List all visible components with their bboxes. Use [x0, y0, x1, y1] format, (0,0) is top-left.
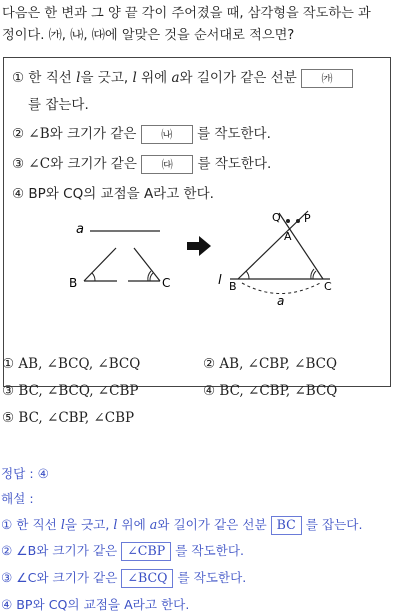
step-3-number: ③ [12, 156, 25, 172]
angle-b-arc [92, 273, 95, 281]
vertex-c-label: C [162, 276, 171, 290]
question-line-1: 다음은 한 변과 그 양 끝 각이 주어졌을 때, 삼각형을 작도하는 과 [2, 6, 371, 21]
segment-a-label: a [76, 222, 84, 237]
option-3-text: BC, ∠BCQ, ∠CBP [18, 383, 139, 399]
blank-da: ㈐ [141, 155, 193, 174]
explanation-1-l2: l [113, 517, 118, 532]
construction-box [3, 57, 391, 387]
step-1 [12, 66, 353, 88]
step-1-text: 한 직선 [28, 70, 72, 86]
explanation-1-end: 를 잡는다. [305, 517, 363, 532]
step-2 [12, 122, 271, 144]
explanation-heading: 해설 : [1, 491, 34, 506]
explanation-1-blank: BC [271, 516, 302, 535]
explanation-1-a: a [149, 517, 158, 532]
line-l-label: l [218, 273, 222, 288]
triangle-angle-c-arc [313, 271, 316, 279]
point-q-dot [286, 219, 290, 223]
step-4 [12, 182, 214, 202]
step-1-number: ① [12, 70, 25, 86]
angle-b-ray [84, 248, 116, 281]
option-5[interactable] [2, 410, 134, 426]
explanation-step-1 [1, 514, 362, 535]
vertex-a-label: A [284, 230, 292, 243]
explanation-1-text-2: 을 긋고, [64, 517, 110, 532]
explanation-3-text: ③ ∠C와 크기가 같은 [1, 570, 118, 585]
step-1-text-2: 을 긋고, [80, 70, 129, 86]
option-4-number: ④ [203, 383, 216, 399]
option-5-number: ⑤ [2, 410, 15, 426]
option-2-number: ② [203, 356, 216, 372]
option-1[interactable] [2, 356, 140, 372]
option-1-text: AB, ∠BCQ, ∠BCQ [18, 356, 141, 372]
construction-figure [4, 208, 390, 378]
step-1-text-3: 위에 [141, 70, 168, 86]
angle-c-arc [150, 273, 153, 281]
step-2-end: 를 작도한다. [197, 126, 271, 142]
point-q-label: Q [272, 211, 281, 224]
point-p-dot [296, 219, 300, 223]
question-line-2: 정이다. ㈎, ㈏, ㈐에 알맞은 것을 순서대로 적으면? [2, 28, 295, 43]
step-1-cont: 를 잡는다. [28, 97, 89, 113]
question-text [2, 3, 398, 47]
explanation-1-text-4: 와 길이가 같은 선분 [157, 517, 267, 532]
option-2[interactable] [203, 356, 337, 372]
explanation-step-3 [1, 567, 246, 588]
step-2-number: ② [12, 126, 25, 142]
option-3[interactable] [2, 383, 138, 399]
point-p-label: P [304, 212, 311, 225]
line-l-symbol: l [76, 70, 81, 86]
explanation-2-end: 를 작도한다. [175, 543, 245, 558]
explanation-1-text-3: 위에 [121, 517, 146, 532]
explanation-step-4: ④ BP와 CQ의 교점을 A라고 한다. [1, 597, 190, 612]
explanation-3-blank: ∠BCQ [121, 569, 173, 588]
option-1-number: ① [2, 356, 15, 372]
step-2-angle: ∠B [28, 126, 50, 142]
answer-label: 정답 : ④ [1, 466, 49, 481]
step-4-number: ④ [12, 186, 25, 202]
option-3-number: ③ [2, 383, 15, 399]
explanation-step-2 [1, 540, 244, 561]
step-2-text: 와 크기가 같은 [49, 126, 137, 142]
option-4[interactable] [203, 383, 337, 399]
line-l-symbol-2: l [132, 70, 137, 86]
length-a-symbol: a [171, 70, 180, 86]
ray-cq [279, 213, 323, 279]
triangle-angle-b-arc [246, 271, 249, 279]
option-2-text: AB, ∠CBP, ∠BCQ [219, 356, 338, 372]
step-3 [12, 152, 271, 174]
length-brace [242, 283, 320, 294]
arrow-right-icon [187, 236, 211, 256]
step-3-end: 를 작도한다. [197, 156, 272, 172]
explanation-1-text: ① 한 직선 [1, 517, 57, 532]
length-a2-label: a [277, 294, 285, 308]
vertex-b2-label: B [229, 280, 237, 293]
option-5-text: BC, ∠CBP, ∠CBP [18, 410, 135, 426]
explanation-2-text: ② ∠B와 크기가 같은 [1, 543, 118, 558]
vertex-c2-label: C [324, 280, 332, 293]
angle-c-ray [134, 248, 160, 281]
blank-na: ㈏ [141, 125, 193, 144]
step-3-angle: ∠C [28, 156, 51, 172]
blank-ga: ㈎ [301, 69, 353, 88]
step-1-text-4: 와 길이가 같은 선분 [179, 70, 297, 86]
step-3-text: 와 크기가 같은 [50, 156, 137, 172]
explanation-1-l: l [60, 517, 65, 532]
step-4-text: BP와 CQ의 교점을 A라고 한다. [28, 186, 214, 202]
explanation-2-blank: ∠CBP [121, 542, 171, 561]
option-4-text: BC, ∠CBP, ∠BCQ [219, 383, 338, 399]
explanation-3-end: 를 작도한다. [177, 570, 247, 585]
vertex-b-label: B [69, 276, 78, 290]
